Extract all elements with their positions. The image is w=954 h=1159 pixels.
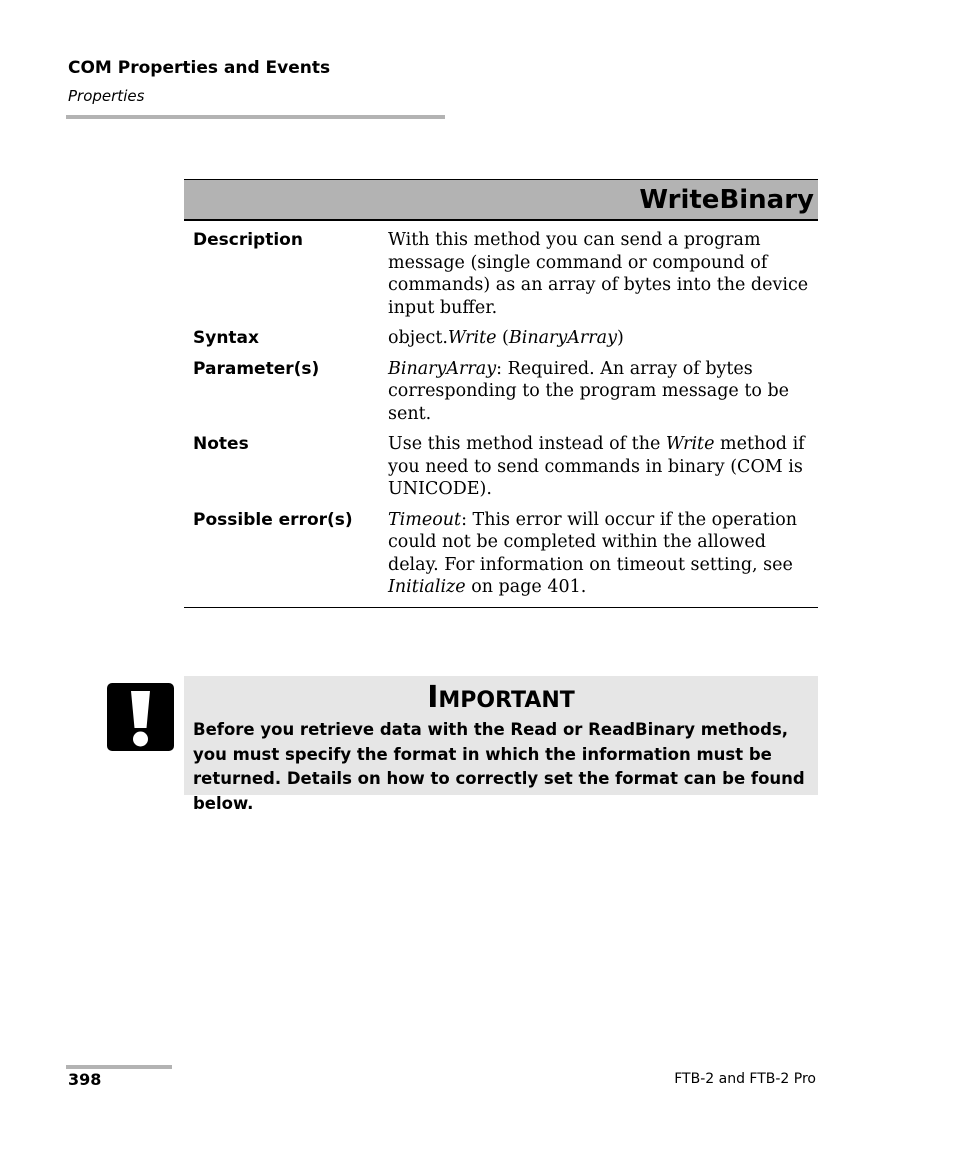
row-text — [388, 327, 818, 350]
method-name: WriteBinary — [184, 179, 818, 221]
row-text-part: ) — [616, 328, 624, 348]
row-text-part: Write — [447, 328, 497, 348]
row-label: Notes — [193, 434, 249, 454]
row-text-part: : Required. An array of bytes corresponding to the program message to be sent. — [388, 358, 790, 424]
row-text — [388, 229, 818, 319]
row-text — [388, 358, 818, 426]
table-row — [184, 327, 818, 350]
method-table — [184, 179, 818, 608]
table-row — [184, 509, 818, 599]
row-text — [388, 509, 818, 599]
row-text — [388, 433, 818, 501]
row-text-part: ( — [496, 328, 509, 348]
table-row — [184, 358, 818, 426]
section-title: Properties — [68, 87, 145, 105]
row-text-part: on page 401. — [465, 577, 587, 597]
row-label: Syntax — [193, 328, 259, 348]
important-title-rest: MPORTANT — [438, 688, 575, 713]
footer-rule — [66, 1065, 172, 1069]
row-text-part: Initialize — [388, 577, 466, 597]
row-text-part: BinaryArray — [388, 358, 497, 379]
important-text: Before you retrieve data with the Read or ReadBinary methods, you must specify the format in which the information must be returned. Details on how to correctly set the format can be found below. — [193, 720, 805, 813]
row-label: Parameter(s) — [193, 358, 320, 379]
header-rule — [66, 115, 445, 119]
row-text-part: method if you need to send commands in binary (COM is UNICODE). — [388, 434, 805, 499]
chapter-title: COM Properties and Events — [68, 58, 331, 78]
row-text-part: BinaryArray — [508, 328, 617, 348]
important-note — [184, 676, 818, 813]
row-label: Description — [193, 230, 303, 250]
important-title-initial: I — [427, 680, 439, 715]
page-number: 398 — [68, 1070, 102, 1089]
important-title — [193, 680, 809, 716]
row-text-part: : This error will occur if the operation could not be completed within the allowed delay. For information on timeout setting, see — [388, 509, 798, 575]
row-text-part: With this method you can send a program message (single command or compound of commands) as an array of bytes into the device input buffer. — [388, 230, 809, 318]
row-label: Possible error(s) — [193, 509, 353, 530]
table-row — [184, 433, 818, 501]
method-rows — [184, 229, 818, 599]
row-text-part: Write — [665, 434, 715, 454]
row-text-part: Timeout — [388, 509, 462, 530]
row-text-part: object. — [388, 328, 448, 348]
row-text-part: Use this method instead of the — [388, 434, 666, 454]
table-bottom-rule — [184, 607, 818, 608]
table-row — [184, 229, 818, 319]
exclamation-icon — [107, 683, 174, 751]
product-name: FTB-2 and FTB-2 Pro — [674, 1071, 816, 1087]
